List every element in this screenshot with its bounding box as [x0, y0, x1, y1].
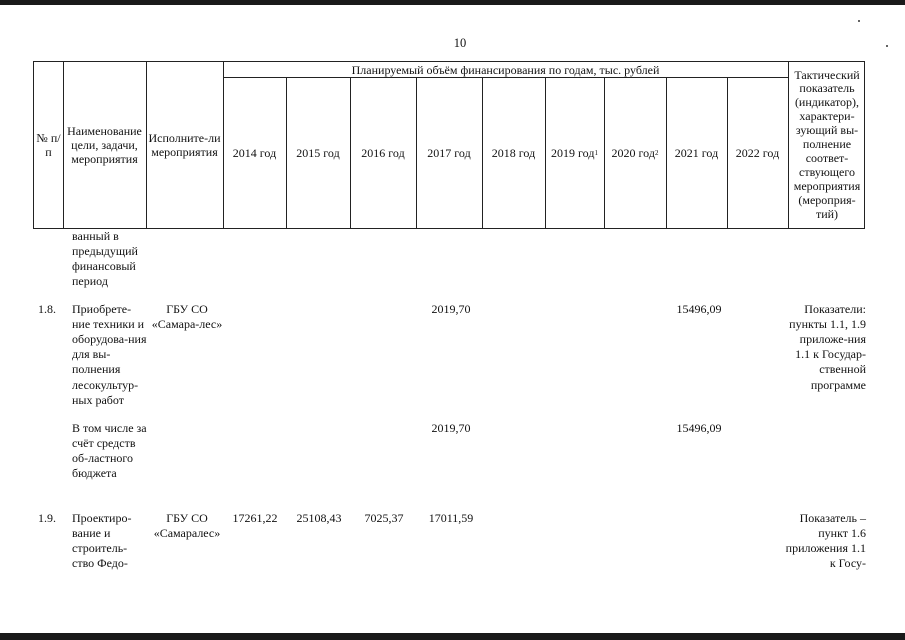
header-year: 2018 год: [491, 145, 536, 160]
page-bottom-border: [0, 633, 905, 640]
row-number: 1.8.: [38, 302, 56, 316]
row-indicator: Показатели: пункты 1.1, 1.9 приложе-ния 1.1 к Государ-ственной программе: [789, 302, 866, 392]
row-value-2015: 25108,43: [296, 511, 342, 525]
row-value-2021: 15496,09: [676, 302, 722, 316]
header-year: 2014 год: [232, 145, 277, 160]
header-year: 2016 год: [361, 145, 405, 160]
page-top-border: [0, 0, 905, 5]
row-number: 1.9.: [38, 511, 56, 525]
row-name: Проектиро-вание и строитель-ство Федо-: [72, 511, 132, 571]
header-year: 2022 год: [735, 145, 780, 160]
header-indicator: Тактический показатель (индикатор), характери-зующий вы-полнение соответ-ствующего мероприятия (мероприя-тий): [793, 67, 861, 221]
header-year: 2015 год: [296, 145, 340, 160]
page-number: 10: [453, 36, 467, 50]
row-name: В том числе за счёт средств об-ластного бюджета: [72, 421, 147, 481]
row-value-2016: 7025,37: [364, 511, 404, 525]
row-name: ванный в предыдущий финансовый период: [72, 229, 138, 289]
row-executor: ГБУ СО «Самаралес»: [153, 511, 221, 541]
row-value-2014: 17261,22: [232, 511, 278, 525]
row-value-2017: 2019,70: [431, 421, 471, 435]
header-executor: Исполните-ли мероприятия: [148, 130, 221, 159]
scan-speck: [858, 20, 860, 22]
header-funding: Планируемый объём финансирования по годам, тыс. рублей: [351, 62, 660, 77]
header-name: Наименование цели, задачи, мероприятия: [67, 123, 142, 167]
header-year: 2020 год 2: [611, 145, 659, 160]
header-num: № п/п: [36, 130, 61, 159]
row-indicator: Показатель – пункт 1.6 приложения 1.1 к Госу-: [785, 511, 866, 571]
row-name: Приобрете-ние техники и оборудова-ния для вы-полнения лесокультур-ных работ: [72, 302, 147, 407]
header-year: 2021 год: [674, 145, 719, 160]
row-executor: ГБУ СО «Самара-лес»: [151, 302, 223, 332]
row-value-2017: 17011,59: [428, 511, 474, 525]
header-year: 2017 год: [427, 145, 471, 160]
header-year: 2019 год 1: [551, 145, 598, 160]
row-value-2017: 2019,70: [431, 302, 471, 316]
row-value-2021: 15496,09: [676, 421, 722, 435]
table-header: [33, 61, 865, 229]
